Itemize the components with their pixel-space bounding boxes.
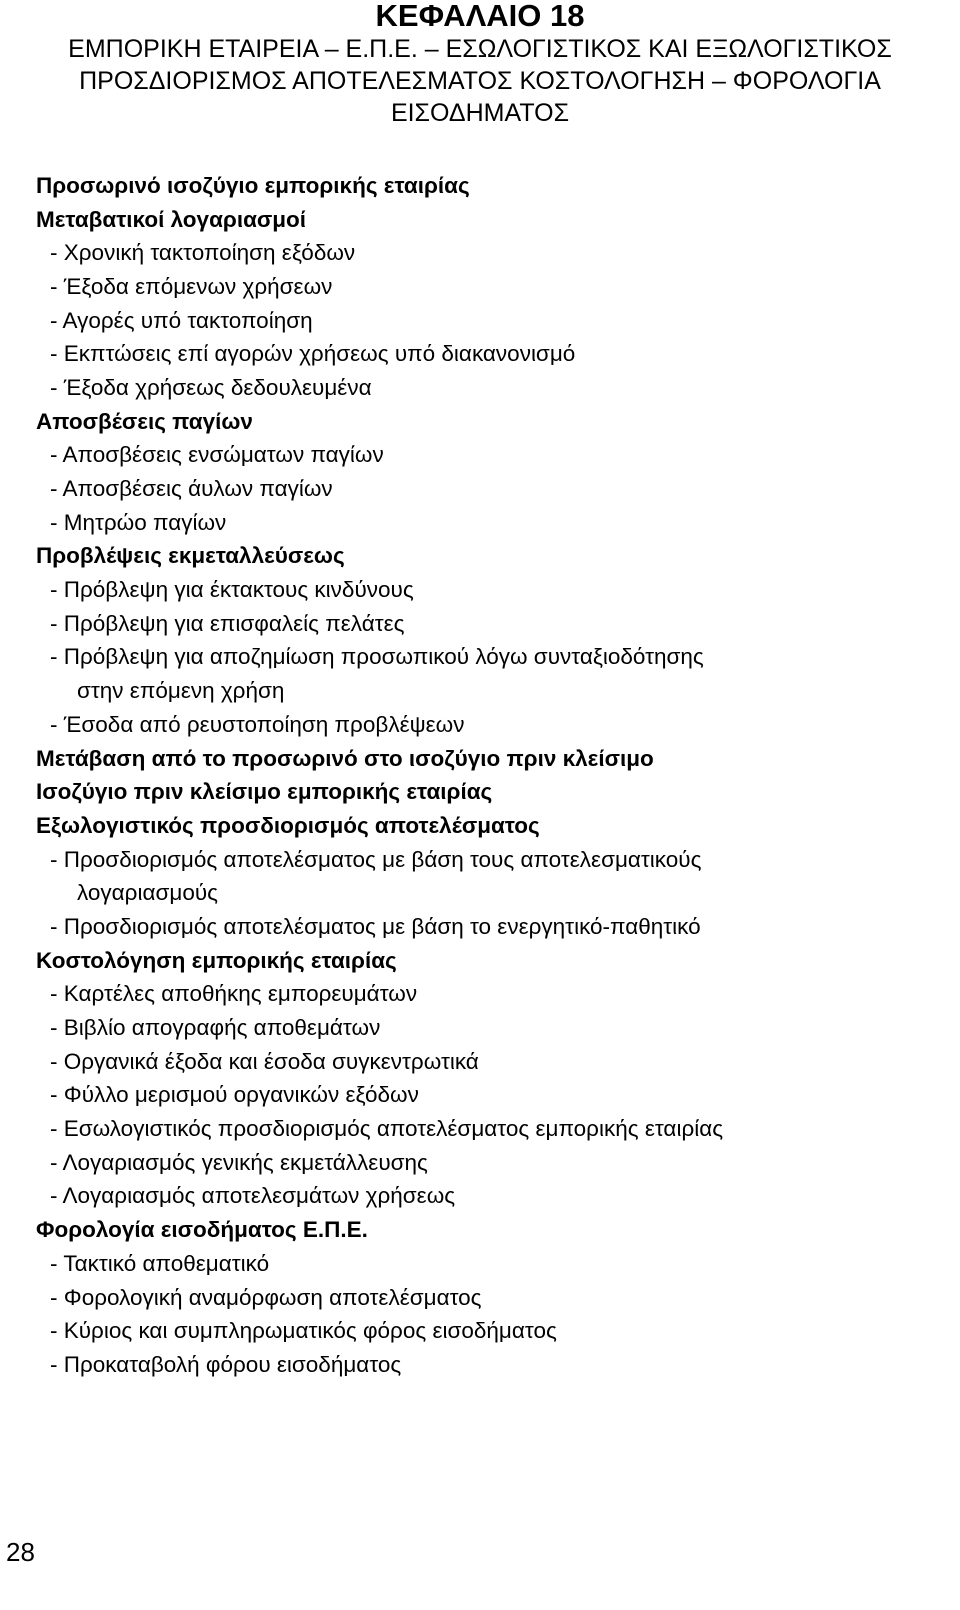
toc-entry-label: Μετάβαση από το προσωρινό στο ισοζύγιο πριν κλείσιμο bbox=[36, 745, 654, 771]
toc-entry-label: - Προσδιορισμός αποτελέσματος με βάση το ενεργητικό-παθητικό bbox=[50, 913, 701, 939]
toc-entry-label: Ισοζύγιο πριν κλείσιμο εμπορικής εταιρίας bbox=[36, 779, 493, 805]
toc-entry-label: - Φύλλο μερισμού οργανικών εξόδων bbox=[50, 1082, 419, 1108]
subtitle-line: ΕΜΠΟΡΙΚΗ ΕΤΑΙΡΕΙΑ – Ε.Π.Ε. – ΕΣΩΛΟΓΙΣΤΙΚΟΣ ΚΑΙ ΕΞΩΛΟΓΙΣΤΙΚΟΣ bbox=[68, 35, 892, 63]
dot-leader bbox=[218, 897, 934, 901]
toc-entry bbox=[36, 978, 934, 1012]
dot-leader bbox=[419, 1099, 934, 1103]
dot-leader bbox=[380, 1032, 934, 1036]
toc-entry-label: - Βιβλίο απογραφής αποθεμάτων bbox=[50, 1015, 381, 1041]
dot-leader bbox=[723, 1133, 934, 1137]
table-of-contents bbox=[36, 169, 934, 1382]
dot-leader bbox=[417, 998, 934, 1002]
toc-entry-label: - Αγορές υπό τακτοποίηση bbox=[50, 307, 313, 333]
toc-entry bbox=[36, 1045, 934, 1079]
dot-leader bbox=[284, 695, 934, 699]
toc-entry-label: - Εκπτώσεις επί αγορών χρήσεως υπό διακανονισμό bbox=[50, 341, 576, 367]
dot-leader bbox=[313, 324, 934, 328]
toc-entry-label: - Λογαριασμός αποτελεσμάτων χρήσεως bbox=[50, 1183, 456, 1209]
toc-entry bbox=[36, 405, 934, 439]
toc-entry bbox=[36, 607, 934, 641]
toc-entry-label: - Έξοδα χρήσεως δεδουλευμένα bbox=[50, 374, 372, 400]
toc-entry-label: - Εσωλογιστικός προσδιορισμός αποτελέσματος εμπορικής εταιρίας bbox=[50, 1116, 724, 1142]
toc-entry bbox=[36, 876, 934, 910]
toc-entry bbox=[36, 775, 934, 809]
toc-entry bbox=[36, 506, 934, 540]
dot-leader bbox=[492, 796, 934, 800]
toc-entry-label: Εξωλογιστικός προσδιορισμός αποτελέσματος bbox=[36, 812, 540, 838]
dot-leader bbox=[428, 1167, 934, 1171]
toc-entry bbox=[36, 1079, 934, 1113]
dot-leader bbox=[355, 257, 934, 261]
toc-entry-label: - Φορολογική αναμόρφωση αποτελέσματος bbox=[50, 1284, 482, 1310]
dot-leader bbox=[470, 190, 934, 194]
toc-entry-label: Μεταβατικοί λογαριασμοί bbox=[36, 206, 307, 232]
dot-leader bbox=[575, 358, 934, 362]
toc-entry bbox=[36, 236, 934, 270]
toc-entry-label: - Προσδιορισμός αποτελέσματος με βάση τους αποτελεσματικούς bbox=[50, 846, 702, 872]
toc-entry bbox=[36, 641, 934, 675]
chapter-title: ΚΕΦΑΛΑΙΟ 18 bbox=[375, 0, 585, 33]
dot-leader bbox=[557, 1335, 934, 1339]
toc-entry bbox=[36, 1112, 934, 1146]
dot-leader bbox=[455, 1200, 934, 1204]
toc-entry-label: - Λογαριασμός γενικής εκμετάλλευσης bbox=[50, 1149, 428, 1175]
toc-entry-label: - Πρόβλεψη για αποζημίωση προσωπικού λόγω συνταξιοδότησης bbox=[50, 644, 704, 670]
toc-entry-label: Φορολογία εισοδήματος Ε.Π.Ε. bbox=[36, 1217, 368, 1243]
toc-entry bbox=[36, 1247, 934, 1281]
toc-entry-label: Αποσβέσεις παγίων bbox=[36, 408, 253, 434]
toc-entry bbox=[36, 270, 934, 304]
toc-entry bbox=[36, 439, 934, 473]
toc-entry-label: - Κύριος και συμπληρωματικός φόρος εισοδήματος bbox=[50, 1318, 557, 1344]
toc-entry bbox=[36, 1146, 934, 1180]
toc-entry-label: - Μητρώο παγίων bbox=[50, 509, 227, 535]
toc-entry-label: - Αποσβέσεις ενσώματων παγίων bbox=[50, 442, 384, 468]
toc-entry-label: - Οργανικά έξοδα και έσοδα συγκεντρωτικά bbox=[50, 1048, 479, 1074]
toc-entry bbox=[36, 1314, 934, 1348]
toc-entry bbox=[36, 304, 934, 338]
toc-entry-label: στην επόμενη χρήση bbox=[77, 678, 285, 704]
toc-entry bbox=[36, 674, 934, 708]
toc-entry bbox=[36, 472, 934, 506]
dot-leader bbox=[368, 1234, 934, 1238]
toc-entry bbox=[36, 1180, 934, 1214]
toc-entry-label: Προσωρινό ισοζύγιο εμπορικής εταιρίας bbox=[36, 172, 470, 198]
toc-entry-label: - Αποσβέσεις άυλων παγίων bbox=[50, 476, 333, 502]
subtitle-line: ΕΙΣΟΔΗΜΑΤΟΣ bbox=[390, 99, 570, 127]
toc-entry-label: - Έξοδα επόμενων χρήσεων bbox=[50, 273, 333, 299]
toc-entry-label: - Πρόβλεψη για επισφαλείς πελάτες bbox=[50, 610, 405, 636]
toc-entry bbox=[36, 203, 934, 237]
toc-entry bbox=[36, 843, 934, 877]
toc-entry-label: - Καρτέλες αποθήκης εμπορευμάτων bbox=[50, 981, 418, 1007]
toc-entry-label: - Προκαταβολή φόρου εισοδήματος bbox=[50, 1351, 402, 1377]
toc-entry bbox=[36, 742, 934, 776]
toc-entry bbox=[36, 1281, 934, 1315]
dot-leader bbox=[654, 762, 934, 766]
dot-leader bbox=[405, 628, 935, 632]
toc-entry-label: Προβλέψεις εκμεταλλεύσεως bbox=[36, 543, 345, 569]
dot-leader bbox=[414, 594, 934, 598]
dot-leader bbox=[464, 729, 934, 733]
dot-leader bbox=[226, 527, 934, 531]
toc-entry-label: - Έσοδα από ρευστοποίηση προβλέψεων bbox=[50, 711, 465, 737]
dot-leader bbox=[540, 830, 934, 834]
toc-entry bbox=[36, 708, 934, 742]
dot-leader bbox=[397, 965, 934, 969]
toc-entry-label: λογαριασμούς bbox=[77, 880, 218, 906]
toc-entry bbox=[36, 809, 934, 843]
toc-entry bbox=[36, 573, 934, 607]
dot-leader bbox=[384, 459, 934, 463]
dot-leader bbox=[479, 1066, 934, 1070]
toc-entry bbox=[36, 337, 934, 371]
toc-entry-label: - Χρονική τακτοποίηση εξόδων bbox=[50, 240, 356, 266]
toc-entry bbox=[36, 944, 934, 978]
dot-leader bbox=[482, 1301, 934, 1305]
dot-leader bbox=[701, 931, 934, 935]
page-number: 28 bbox=[6, 1537, 35, 1567]
toc-entry bbox=[36, 1213, 934, 1247]
toc-entry bbox=[36, 540, 934, 574]
chapter-subtitle bbox=[0, 33, 960, 129]
toc-entry bbox=[36, 371, 934, 405]
toc-entry bbox=[36, 169, 934, 203]
toc-entry bbox=[36, 1011, 934, 1045]
dot-leader bbox=[401, 1369, 934, 1373]
subtitle-line: ΠΡΟΣΔΙΟΡΙΣΜΟΣ ΑΠΟΤΕΛΕΣΜΑΤΟΣ ΚΟΣΤΟΛΟΓΗΣΗ – ΦΟΡΟΛΟΓΙΑ bbox=[79, 67, 881, 95]
toc-entry-label: - Τακτικό αποθεματικό bbox=[50, 1250, 270, 1276]
toc-entry-label: Κοστολόγηση εμπορικής εταιρίας bbox=[36, 947, 397, 973]
toc-entry bbox=[36, 1348, 934, 1382]
dot-leader bbox=[269, 1268, 934, 1272]
toc-entry-label: - Πρόβλεψη για έκτακτους κινδύνους bbox=[50, 577, 414, 603]
dot-leader bbox=[372, 392, 934, 396]
dot-leader bbox=[333, 493, 934, 497]
toc-entry bbox=[36, 910, 934, 944]
dot-leader bbox=[332, 291, 934, 295]
